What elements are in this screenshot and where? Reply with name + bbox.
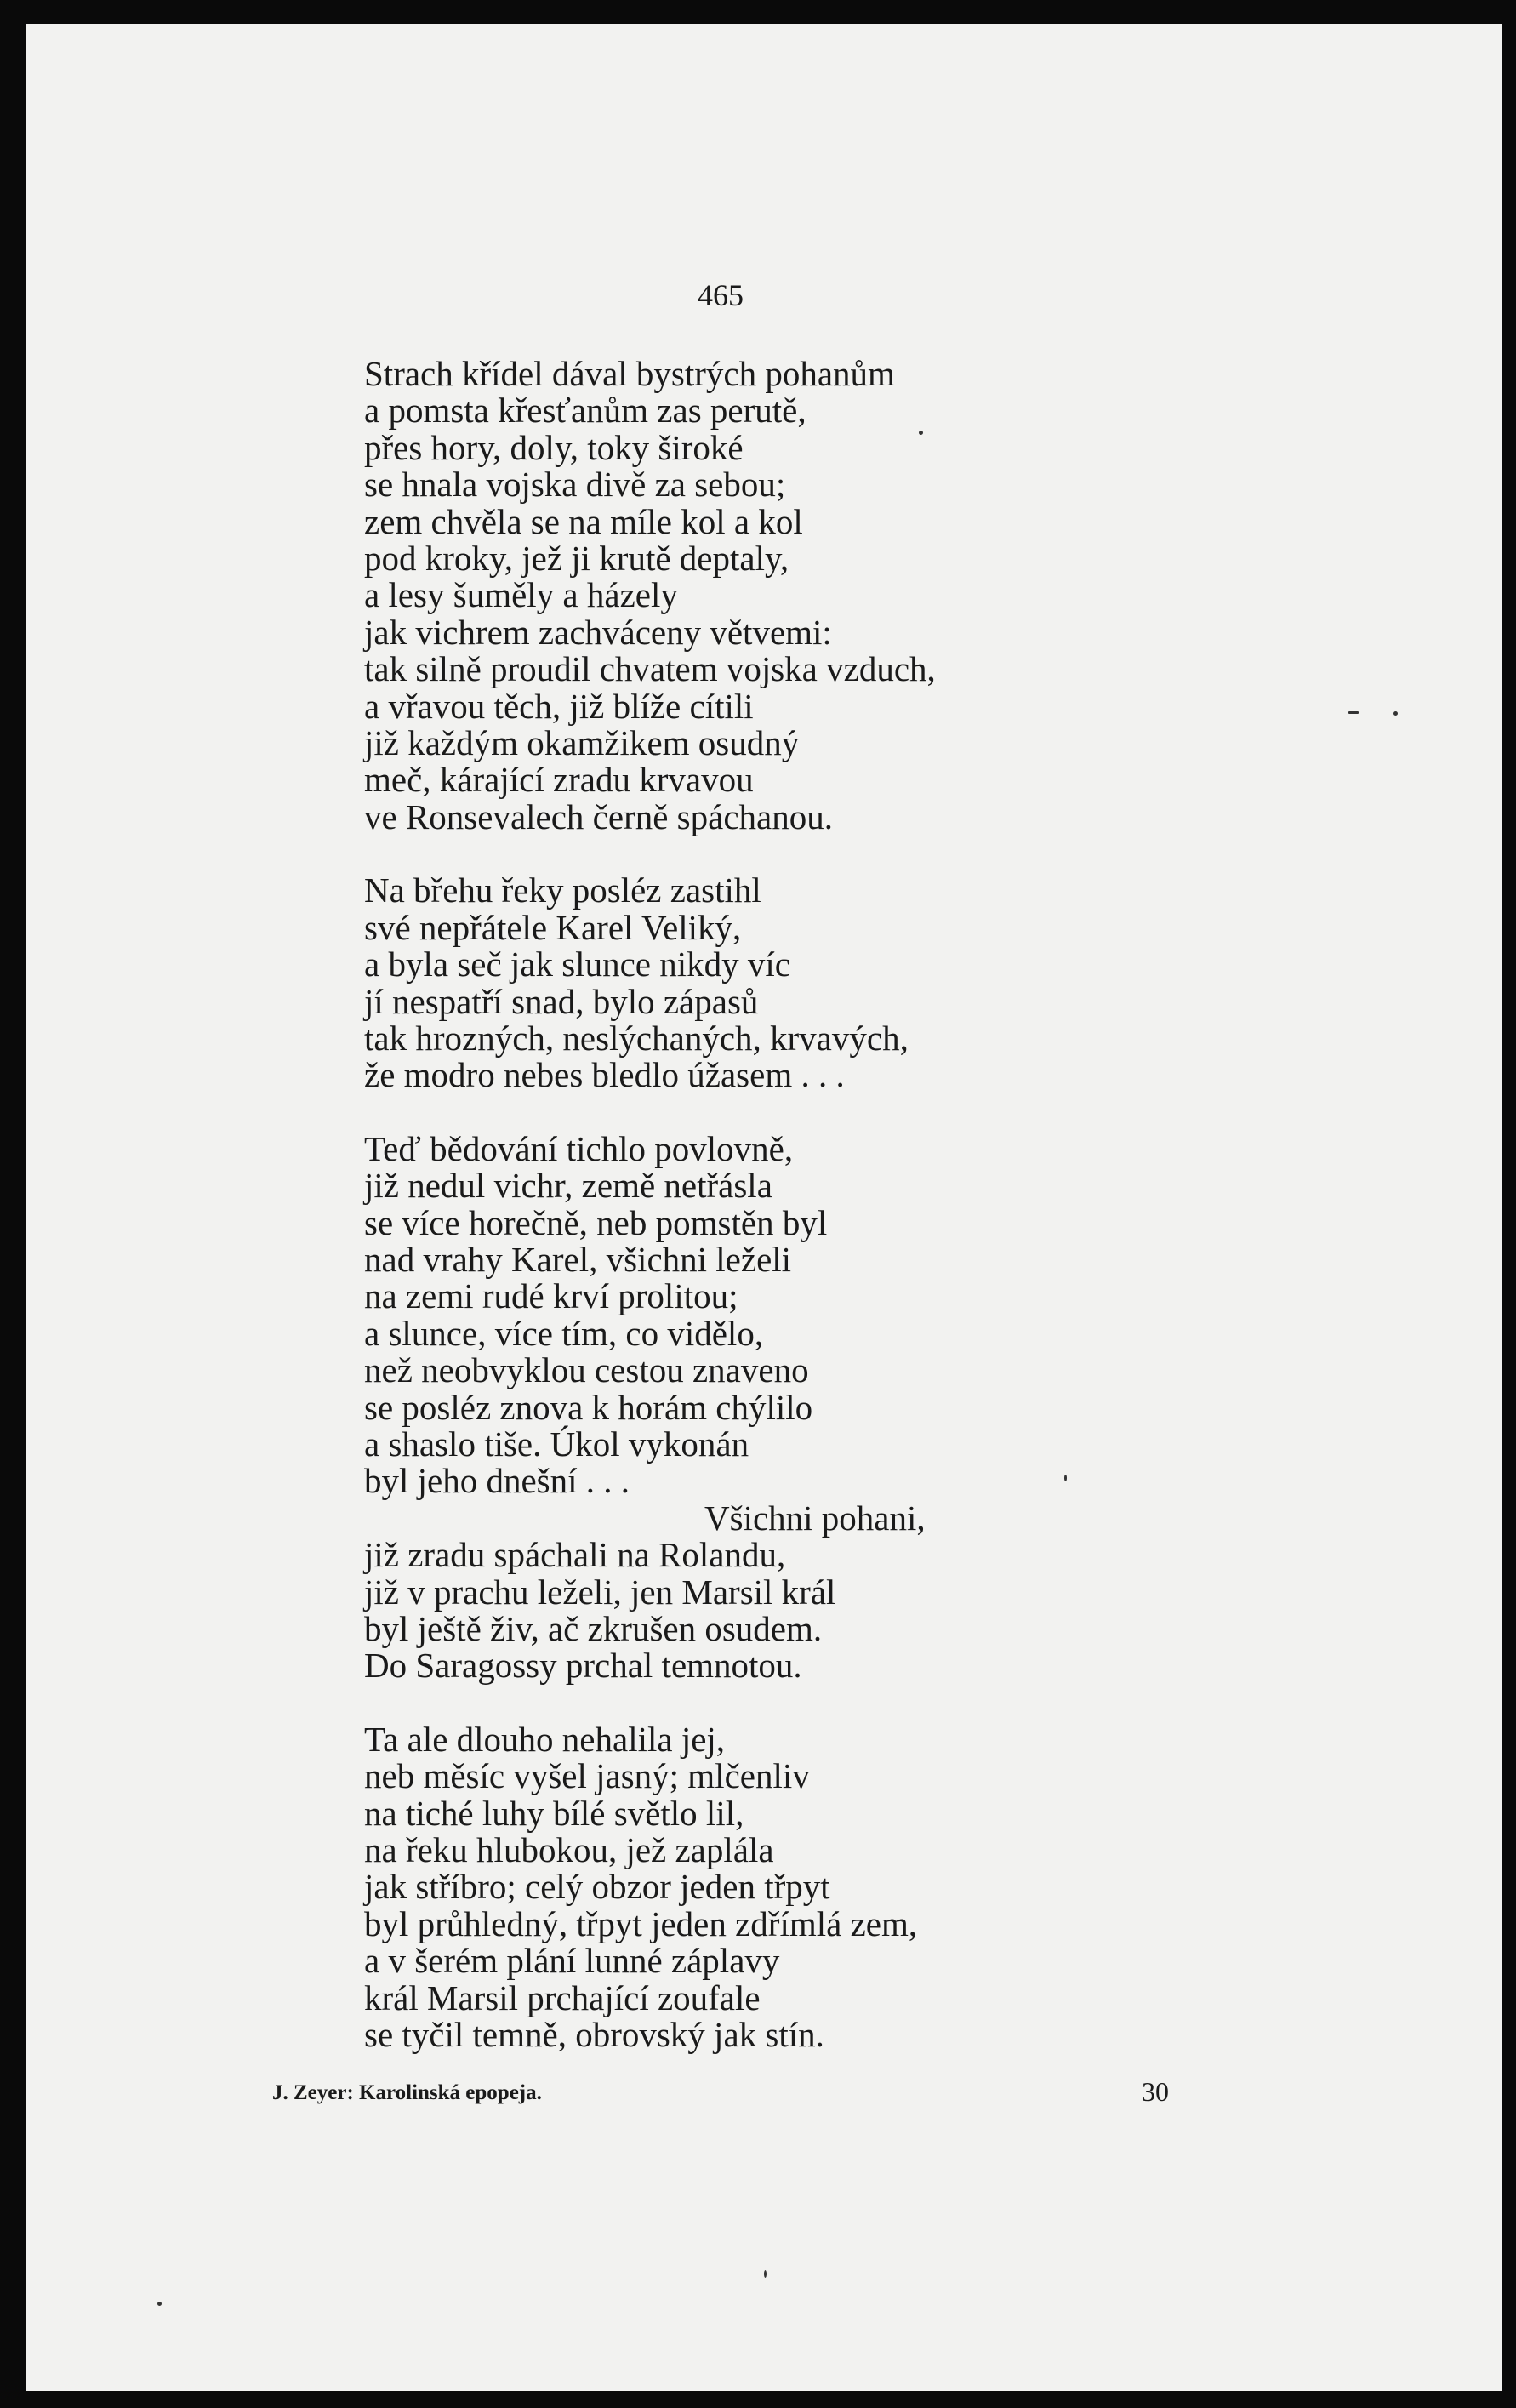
print-speck xyxy=(764,2270,767,2278)
verse-line: král Marsil prchající zoufale xyxy=(364,1977,761,2017)
verse-line: zem chvěla se na míle kol a kol xyxy=(364,501,803,541)
verse-line: na řeku hlubokou, jež zaplála xyxy=(364,1830,774,1870)
verse-line: nad vrahy Karel, všichni leželi xyxy=(364,1239,792,1279)
verse-line: již zradu spáchali na Rolandu, xyxy=(364,1535,786,1575)
verse-line: pod kroky, jež ji krutě deptaly, xyxy=(364,539,789,579)
verse-line: se hnala vojska divě za sebou; xyxy=(364,465,786,505)
verse-line: a lesy šuměly a házely xyxy=(364,575,678,615)
stanza-1 xyxy=(364,356,1130,836)
stanza-4 xyxy=(364,1500,1130,1685)
verse-line: byl průhledný, třpyt jeden zdřímlá zem, xyxy=(364,1903,918,1943)
verse-line: své nepřátele Karel Veliký, xyxy=(364,907,742,947)
verse-line: na tiché luhy bílé světlo lil, xyxy=(364,1793,744,1833)
verse-line: Do Saragossy prchal temnotou. xyxy=(364,1646,802,1686)
print-speck xyxy=(1393,711,1398,716)
verse-line: se tyčil temně, obrovský jak stín. xyxy=(364,2015,824,2055)
stanza-2 xyxy=(364,872,1130,1093)
verse-line: tak hrozných, neslýchaných, krvavých, xyxy=(364,1018,909,1058)
verse-line: a pomsta křesťanům zas perutě, xyxy=(364,391,806,431)
verse-line: již každým okamžikem osudný xyxy=(364,723,800,763)
verse-line: a shaslo tiše. Úkol vykonán xyxy=(364,1424,749,1464)
verse-line: Na břehu řeky posléz zastihl xyxy=(364,870,761,910)
verse-line: že modro nebes bledlo úžasem . . . xyxy=(364,1055,845,1095)
verse-line: na zemi rudé krví prolitou; xyxy=(364,1276,738,1316)
verse-line: přes hory, doly, toky široké xyxy=(364,427,744,467)
footer-signature: J. Zeyer: Karolinská epopeja. xyxy=(272,2081,542,2104)
verse-line: a v šerém plání lunné záplavy xyxy=(364,1941,780,1981)
poem-text xyxy=(364,356,1130,2053)
verse-line: se více horečně, neb pomstěn byl xyxy=(364,1202,828,1242)
verse-line: byl jeho dnešní . . . xyxy=(364,1461,630,1501)
verse-line: Teď bědování tichlo povlovně, xyxy=(364,1128,794,1168)
verse-line: a byla seč jak slunce nikdy víc xyxy=(364,944,790,984)
sheet-number: 30 xyxy=(1142,2076,1169,2107)
verse-line: Strach křídel dával bystrých pohanům xyxy=(364,354,895,393)
verse-line: než neobvyklou cestou znaveno xyxy=(364,1350,809,1390)
verse-line: jak vichrem zachváceny větvemi: xyxy=(364,612,832,652)
verse-line: se posléz znova k horám chýlilo xyxy=(364,1387,813,1427)
verse-line: neb měsíc vyšel jasný; mlčenliv xyxy=(364,1756,810,1796)
print-speck xyxy=(1348,711,1359,714)
page-number: 465 xyxy=(698,278,744,312)
book-page xyxy=(26,24,1502,2391)
verse-line: ve Ronsevalech černě spáchanou. xyxy=(364,796,833,836)
verse-line: a vřavou těch, již blíže cítili xyxy=(364,686,754,726)
verse-line: Ta ale dlouho nehalila jej, xyxy=(364,1719,726,1759)
stanza-3 xyxy=(364,1128,1130,1501)
verse-line: již v prachu leželi, jen Marsil král xyxy=(364,1572,836,1612)
verse-line: tak silně proudil chvatem vojska vzduch, xyxy=(364,649,936,689)
verse-line: Všichni pohani, xyxy=(704,1498,926,1538)
verse-line: jak stříbro; celý obzor jeden třpyt xyxy=(364,1867,830,1907)
verse-line: byl ještě živ, ač zkrušen osudem. xyxy=(364,1609,823,1648)
print-speck xyxy=(1064,1475,1067,1481)
print-speck xyxy=(919,431,923,435)
verse-line: a slunce, více tím, co vidělo, xyxy=(364,1313,764,1353)
verse-line: meč, kárající zradu krvavou xyxy=(364,760,754,800)
stanza-5 xyxy=(364,1721,1130,2054)
verse-line: jí nespatří snad, bylo zápasů xyxy=(364,981,759,1021)
verse-line: již nedul vichr, země netřásla xyxy=(364,1166,772,1206)
print-speck xyxy=(157,2302,162,2306)
